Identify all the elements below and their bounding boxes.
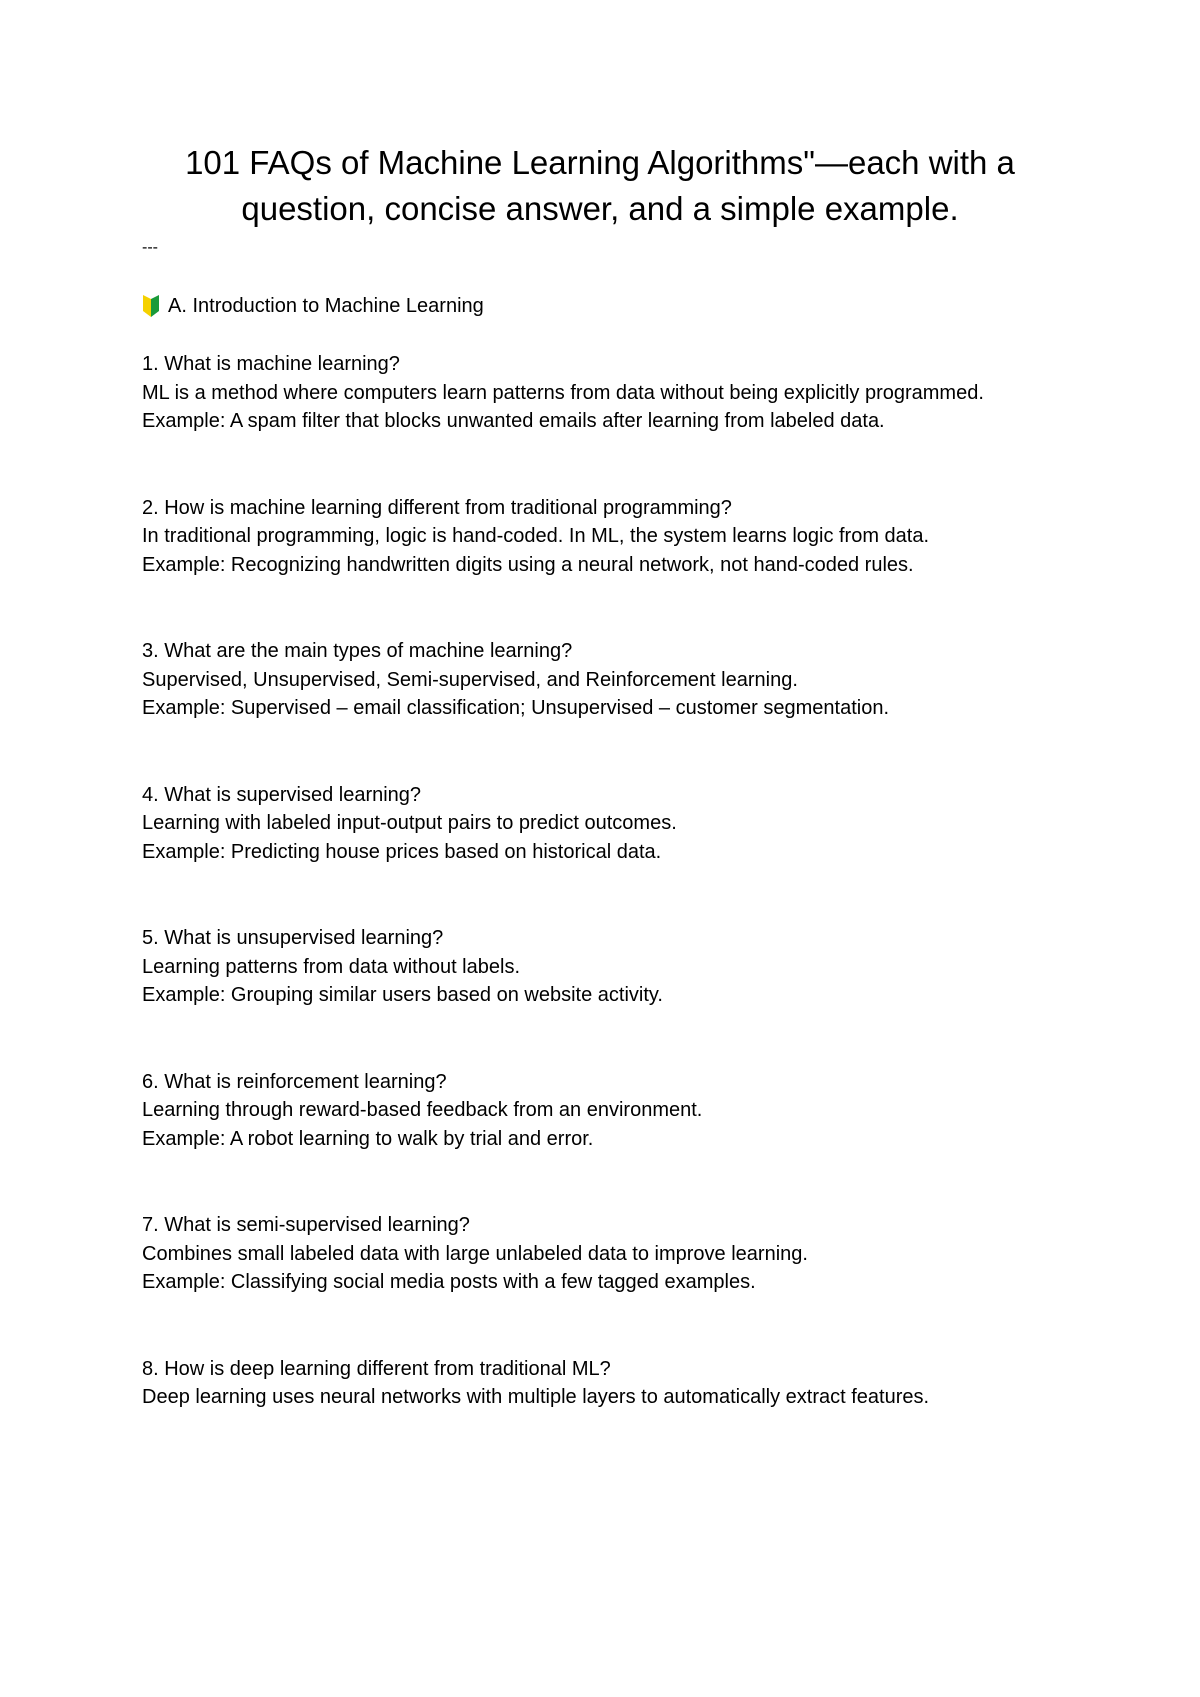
horizontal-rule-text: ---: [142, 239, 158, 256]
faq-example: Example: Classifying social media posts with a few tagged examples.: [142, 1271, 756, 1294]
japanese-beginner-symbol-icon: [142, 295, 160, 317]
faq-question: 1. What is machine learning?: [142, 353, 400, 375]
faq-item: [142, 637, 1082, 781]
faq-example: Example: Recognizing handwritten digits using a neural network, not hand-coded rules.: [142, 553, 914, 576]
faq-question: 2. How is machine learning different from traditional programming?: [142, 496, 732, 519]
faq-example: Example: Grouping similar users based on website activity.: [142, 984, 663, 1007]
section-heading-text: A. Introduction to Machine Learning: [168, 295, 484, 317]
faq-item: [142, 1068, 1082, 1212]
faq-item: [142, 1211, 1082, 1355]
faq-answer: Deep learning uses neural networks with multiple layers to automatically extract features.: [142, 1386, 930, 1409]
faq-question: 8. How is deep learning different from traditional ML?: [142, 1357, 611, 1380]
faq-question: 4. What is supervised learning?: [142, 783, 422, 806]
section-heading: [142, 292, 484, 320]
faq-example: Example: A robot learning to walk by trial and error.: [142, 1127, 594, 1150]
faq-answer: ML is a method where computers learn patterns from data without being explicitly programmed.: [142, 381, 984, 404]
faq-answer: Combines small labeled data with large unlabeled data to improve learning.: [142, 1242, 808, 1265]
faq-question: 5. What is unsupervised learning?: [142, 927, 444, 949]
document-title: 101 FAQs of Machine Learning Algorithms"—each with a question, concise answer, and a simple example.: [185, 144, 1015, 227]
faq-answer: Learning through reward-based feedback from an environment.: [142, 1099, 703, 1122]
faq-list: [142, 350, 1082, 1498]
faq-question: 3. What are the main types of machine learning?: [142, 640, 573, 662]
faq-item: [142, 350, 1082, 494]
faq-example: Example: Supervised – email classification; Unsupervised – customer segmentation.: [142, 697, 890, 720]
faq-question: 6. What is reinforcement learning?: [142, 1070, 447, 1093]
faq-item: [142, 924, 1082, 1068]
faq-answer: Learning patterns from data without labels.: [142, 955, 520, 978]
faq-answer: Learning with labeled input-output pairs to predict outcomes.: [142, 812, 677, 835]
faq-answer: Supervised, Unsupervised, Semi-supervised, and Reinforcement learning.: [142, 668, 798, 691]
faq-item: [142, 781, 1082, 925]
faq-item: [142, 494, 1082, 638]
faq-example: Example: Predicting house prices based on historical data.: [142, 840, 662, 863]
faq-item: [142, 1355, 1082, 1499]
faq-example: Example: A spam filter that blocks unwanted emails after learning from labeled data.: [142, 410, 885, 433]
faq-question: 7. What is semi-supervised learning?: [142, 1214, 470, 1236]
faq-answer: In traditional programming, logic is hand-coded. In ML, the system learns logic from data.: [142, 525, 930, 548]
